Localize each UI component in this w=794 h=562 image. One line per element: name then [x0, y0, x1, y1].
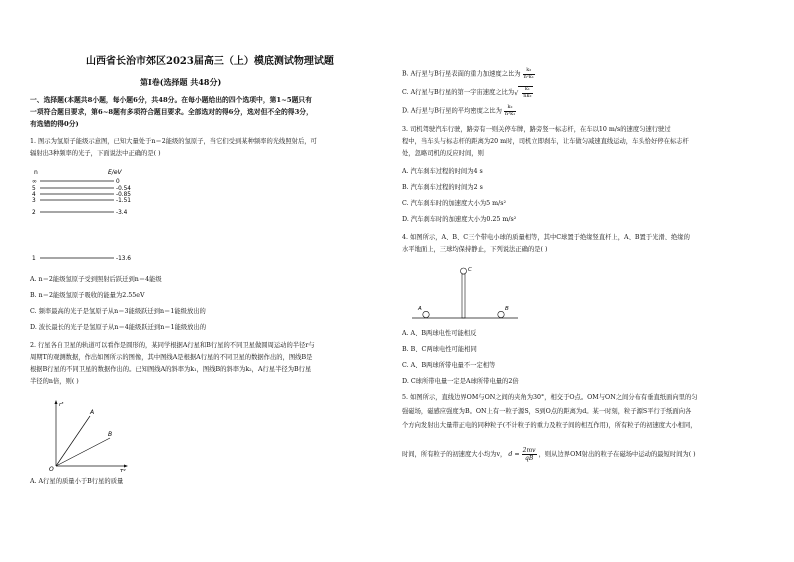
q5-stem-line-3: 个方向发射出大量带正电的同种粒子(不计粒子的重力及粒子间的相互作用)，所有粒子的初速度大小相同，: [402, 422, 697, 429]
energy-level-n-label: 2: [32, 210, 36, 216]
q3-stem-line-1: 3. 司机驾驶汽车行驶，路旁有一则关停车牌，路旁竖一标志杆，在车以10 m/s的速度匀速行驶过: [402, 126, 671, 133]
q2-option-a: A. A行星的质量小于B行星的质量: [30, 478, 124, 485]
energy-level-e-label: -0.85: [116, 192, 131, 198]
q2-option-d: D. A行星与B行星的平均密度之比为 $\frac{\text{k₂}}{\text{n³k₁}}$: [402, 104, 516, 117]
graph-line-b-label: B: [108, 431, 113, 438]
exam-title: 山西省长治市郊区2023届高三（上）模底测试物理试题: [86, 56, 334, 67]
energy-level-e-label: -13.6: [116, 256, 131, 262]
q4-option-b: B. B、C两球电性可能相同: [402, 346, 477, 353]
instructions-line-3: 有选错的得0分): [30, 120, 79, 128]
ball-c-label: C: [468, 267, 472, 273]
q1-option-c: C. 频率最高的光子是氢原子从n＝3能级跃迁到n＝1能级放出的: [30, 308, 206, 315]
energy-level-n-label: 5: [32, 186, 36, 192]
energy-levels: [32, 179, 131, 262]
q3-option-c: C. 汽车刹车时的加速度大小为5 m/s²: [402, 200, 507, 207]
energy-level-n-label: ∞: [32, 179, 37, 185]
q3-option-a: A. 汽车刹车过程的时间为4 s: [402, 168, 483, 175]
ball-a-label: A: [418, 306, 422, 312]
q3-option-b: B. 汽车刹车过程的时间为2 s: [402, 184, 483, 191]
energy-level-e-label: -1.51: [116, 198, 131, 204]
instructions-line-1: 一、选择题(本题共8小题，每小题6分，共48分。在每小题给出的四个选项中，第1~5题只有: [30, 96, 312, 104]
q2-option-b: B. A行星与B行星表面的重力加速度之比为 $\frac{\text{k₂}}{\text{n²k₁}}$: [402, 67, 534, 80]
energy-level-e-label: -0.54: [116, 186, 131, 192]
q2-option-c-fraction: √ $\frac{\text{k₁}}{\text{nk₂}}$: [523, 86, 532, 99]
energy-level-diagram: [30, 168, 170, 266]
q2-stem-line-2: 周期T的观测数据，作出如图所示的图像，其中图线A是根据A行星的不同卫星的数据作出的，图线B是: [30, 354, 313, 361]
instructions-line-2: 一项符合题目要求，第6~8题有多项符合题目要求。全部选对的得6分，选对但不全的得3分，: [30, 108, 313, 116]
sqrt-symbol: [518, 86, 532, 99]
q2-option-d-fraction: $\frac{\text{k₂}}{\text{n³k₁}}$: [504, 104, 516, 117]
q2-option-b-fraction: $\frac{\text{k₂}}{\text{n²k₁}}$: [523, 67, 534, 80]
graph-line-a-label: A: [90, 409, 95, 416]
energy-level-e-label: 0: [116, 179, 120, 185]
q2-stem-line-4: 半径的n倍，则( ): [30, 378, 79, 385]
q2-stem-line-1: 2. 行星各自卫星的轨道可以看作是圆形的，某同学根据A行星和B行星的不同卫星做圆周运动的半径r与: [30, 342, 315, 349]
energy-level-n-label: 3: [32, 198, 36, 204]
q3-stem-line-3: 处，忽略司机的反应时间，则: [402, 150, 484, 157]
q5-formula-fraction: $\frac{2mv}{qB}$: [522, 447, 536, 462]
q2-option-c: C. A行星与B行星的第一宇宙速度之比为 √ $\frac{\text{k₁}}{\text{nk₂}}$: [402, 86, 533, 99]
q4-option-c: C. A、B两球所带电量不一定相等: [402, 362, 496, 369]
q1-option-a: A. n＝2能级氢原子受到照射后跃迁到n＝4能级: [30, 276, 162, 283]
graph-origin-label: O: [49, 466, 54, 472]
q1-stem-line-2: 辐射出3种频率的光子，下面说法中正确的是( ): [30, 150, 161, 157]
energy-level-n-label: 4: [32, 192, 36, 198]
q2-stem-line-3: 根据B行星的不同卫星的数据作出的。已知图线A的斜率为k₁，图线B的斜率为k₂，A行星半径为B行星: [30, 366, 312, 373]
q1-option-d: D. 波长最长的光子是氢原子从n＝4能级跃迁到n＝1能级放出的: [30, 324, 207, 331]
section-heading: 第Ⅰ卷(选择题 共48分): [140, 77, 222, 87]
q5-stem-line-2: 强磁场，磁感应强度为B。ON上有一粒子源S，S到O点的距离为d。某一时刻，粒子源S平行于纸面向各: [402, 408, 692, 415]
q4-stem-line-2: 水平地面上，三球均保持静止，下列说法正确的是( ): [402, 246, 548, 253]
q1-stem-line-1: 1. 图示为氢原子能级示意图，已知大量处于n＝2能级的氢原子，当它们受到某种频率的光线照射后，可: [30, 138, 317, 145]
axis-e-label: E/eV: [108, 169, 122, 176]
q5-stem-line-1: 5. 如图所示，直线边界OM与ON之间的夹角为30°，相交于O点。OM与ON之间分布有垂直纸面向里的匀: [402, 394, 698, 401]
axis-n-label: n: [34, 169, 38, 176]
q5-stem-line-4: 时间，所有粒子的初速度大小均为v， d = $\frac{2mv}{qB}$ ，则从边界OM射出的粒子在磁场中运动的最短时间为( ): [402, 447, 696, 462]
energy-level-e-label: -3.4: [116, 210, 128, 216]
q4-option-d: D. C球所带电量一定是A球所带电量的2倍: [402, 378, 519, 385]
ball-b-label: B: [505, 306, 509, 312]
graph-x-label: T²: [120, 469, 126, 472]
q3-stem-line-2: 程中，当车头与标志杆的距离为20 m时，司机立即刹车，让车做匀减速直线运动，车头恰好停在标志杆: [402, 138, 689, 145]
r3-t2-graph: [42, 398, 132, 472]
q1-option-b: B. n＝2能级氢原子吸收的能量为2.55eV: [30, 292, 145, 299]
q3-option-d: D. 汽车刹车时的加速度大小为0.25 m/s²: [402, 216, 517, 223]
q4-option-a: A. A、B两球电性可能相反: [402, 330, 477, 337]
graph-y-label: r³: [59, 402, 64, 408]
energy-level-n-label: 1: [32, 256, 36, 262]
charged-balls-figure: [410, 262, 520, 324]
q4-stem-line-1: 4. 如图所示，A、B、C三个带电小球的质量相等，其中C球置于绝缘竖直杆上，A、B置于光滑、绝缘的: [402, 234, 690, 241]
